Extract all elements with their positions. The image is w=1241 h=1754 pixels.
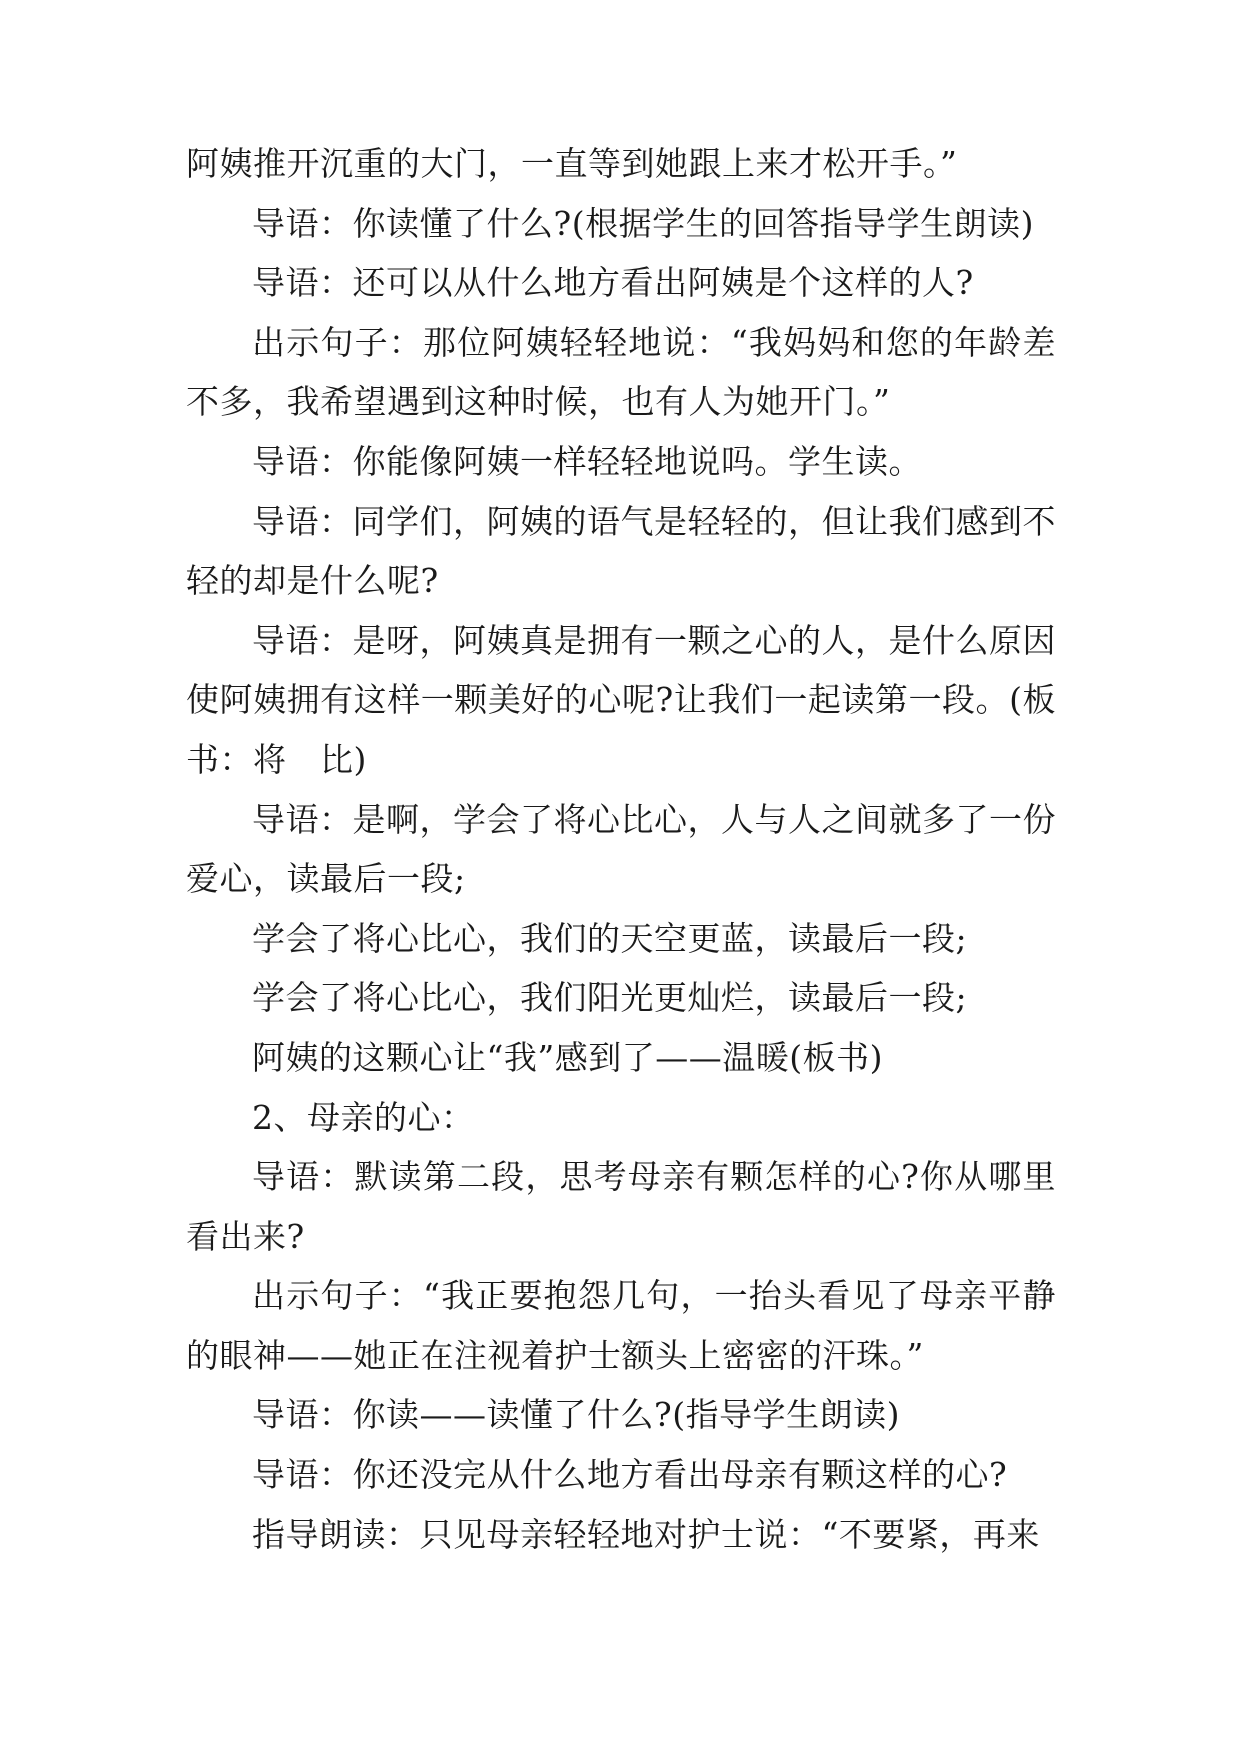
paragraph: 阿姨的这颗心让“我”感到了——温暖(板书): [252, 1037, 883, 1077]
paragraph: 导语：同学们，阿姨的语气是轻轻的，但让我们感到不轻的却是什么呢?: [186, 501, 1056, 601]
section-heading: 2、母亲的心：: [252, 1097, 475, 1137]
paragraph: 出示句子：“我正要抱怨几句，一抬头看见了母亲平静的眼神——她正在注视着护士额头上密密的汗珠。”: [186, 1276, 1056, 1375]
paragraph: 导语：是啊，学会了将心比心，人与人之间就多了一份爱心，读最后一段;: [186, 799, 1056, 899]
paragraph: 导语：你能像阿姨一样轻轻地说吗。学生读。: [252, 441, 922, 481]
paragraph: 导语：还可以从什么地方看出阿姨是个这样的人?: [252, 263, 974, 303]
paragraph: 阿姨推开沉重的大门，一直等到她跟上来才松开手。”: [186, 144, 958, 183]
paragraph: 导语：是呀，阿姨真是拥有一颗之心的人，是什么原因使阿姨拥有这样一颗美好的心呢?让我们一起读第一段。(板书：将 比): [186, 620, 1056, 779]
paragraph: 导语：默读第二段，思考母亲有颗怎样的心?你从哪里看出来?: [186, 1157, 1056, 1256]
document-body: [186, 134, 1056, 1564]
paragraph: 导语：你读——读懂了什么?(指导学生朗读): [252, 1395, 900, 1435]
paragraph: 学会了将心比心，我们阳光更灿烂，读最后一段;: [252, 978, 968, 1018]
paragraph: 指导朗读：只见母亲轻轻地对护士说：“不要紧，再来: [252, 1514, 1040, 1554]
paragraph: 导语：你还没完从什么地方看出母亲有颗这样的心?: [252, 1455, 1008, 1495]
paragraph: 学会了将心比心，我们的天空更蓝，读最后一段;: [252, 918, 968, 958]
paragraph: 导语：你读懂了什么?(根据学生的回答指导学生朗读): [252, 203, 1034, 243]
paragraph: 出示句子：那位阿姨轻轻地说：“我妈妈和您的年龄差不多，我希望遇到这种时候，也有人为她开门。”: [186, 322, 1056, 422]
